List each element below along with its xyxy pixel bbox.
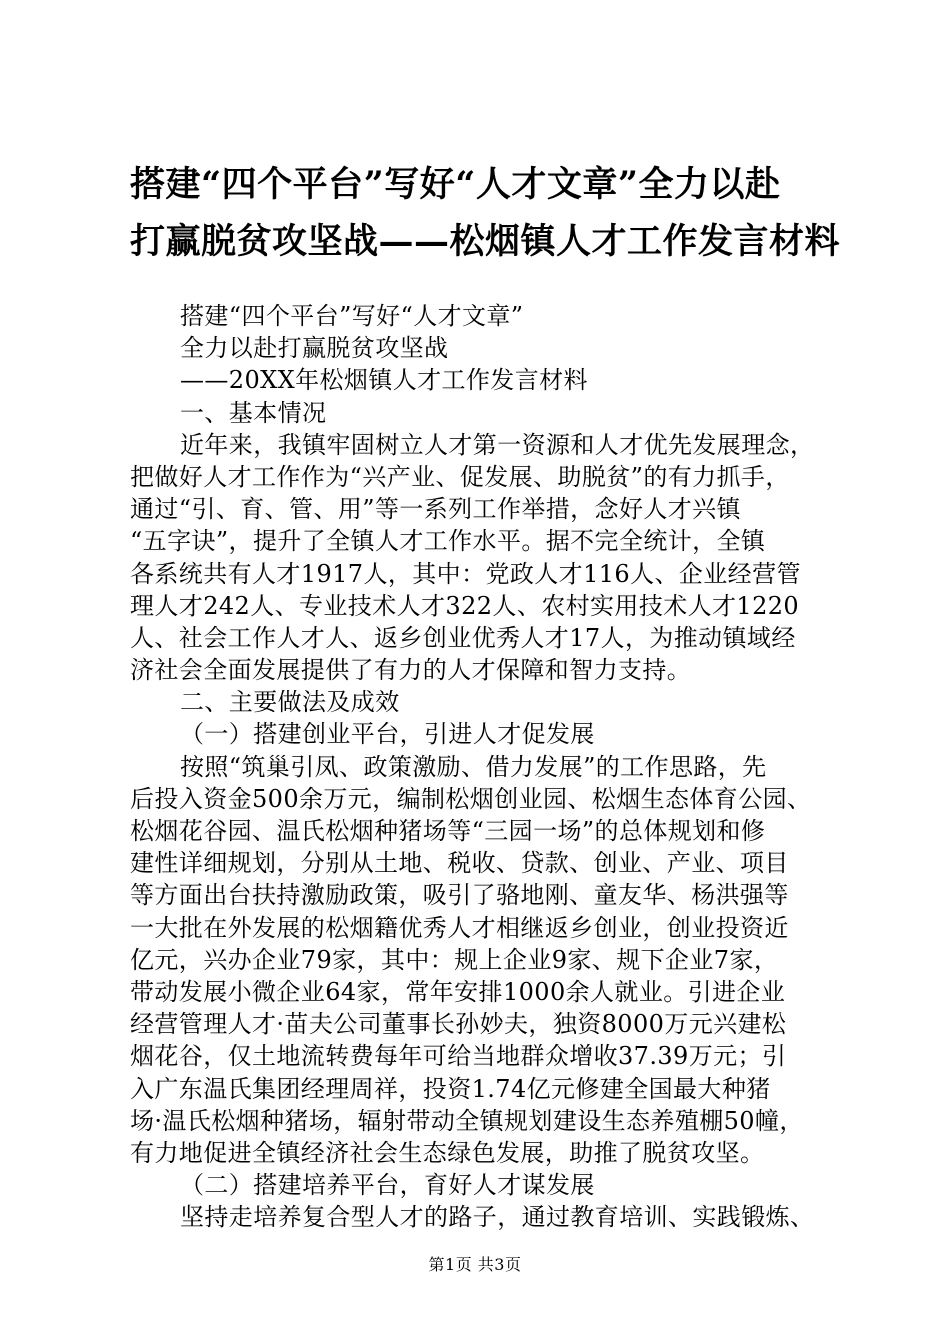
- paragraph-line: 松烟花谷园、温氏松烟种猪场等“三园一场”的总体规划和修: [130, 817, 766, 845]
- paragraph-line: 场·温氏松烟种猪场，辐射带动全镇规划建设生态养殖棚50幢，: [130, 1106, 804, 1135]
- subtitle-line: 搭建“四个平台”写好“人才文章”: [180, 302, 524, 330]
- paragraph-line: 一大批在外发展的松烟籍优秀人才相继返乡创业，创业投资近: [130, 913, 789, 942]
- paragraph-line: 带动发展小微企业64家，常年安排1000余人就业。引进企业: [130, 977, 786, 1006]
- paragraph-line: 各系统共有人才1917人，其中：党政人才116人、企业经营管: [130, 559, 801, 588]
- paragraph-line: 通过“引、育、管、用”等一系列工作举措，念好人才兴镇: [130, 495, 741, 524]
- document-body: [130, 300, 830, 1233]
- subsection-heading: （一）搭建创业平台，引进人才促发展: [180, 720, 595, 749]
- subtitle-line: ——20XX年松烟镇人才工作发言材料: [180, 366, 588, 395]
- paragraph-line: 亿元，兴办企业79家，其中：规上企业9家、规下企业7家，: [130, 945, 779, 974]
- paragraph-line: 经营管理人才·苗夫公司董事长孙妙夫，独资8000万元兴建松: [130, 1010, 787, 1039]
- section-heading: 二、主要做法及成效: [180, 688, 400, 717]
- paragraph-line: 入广东温氏集团经理周祥，投资1.74亿元修建全国最大种猪: [130, 1074, 771, 1103]
- paragraph-line: 人、社会工作人才人、返乡创业优秀人才17人，为推动镇域经: [130, 623, 796, 652]
- paragraph-line: 建性详细规划，分别从土地、税收、贷款、创业、产业、项目: [130, 849, 789, 878]
- paragraph-line: 济社会全面发展提供了有力的人才保障和智力支持。: [130, 656, 692, 685]
- paragraph-line: 有力地促进全镇经济社会生态绿色发展，助推了脱贫攻坚。: [130, 1138, 765, 1167]
- subtitle-line: 全力以赴打赢脱贫攻坚战: [180, 334, 449, 363]
- page-number-footer: 第1页 共3页: [428, 1255, 522, 1274]
- paragraph-line: 后投入资金500余万元，编制松烟创业园、松烟生态体育公园、: [130, 784, 812, 813]
- paragraph-line: 近年来，我镇牢固树立人才第一资源和人才优先发展理念，: [180, 430, 815, 459]
- paragraph-line: 烟花谷，仅土地流转费每年可给当地群众增收37.39万元；引: [130, 1042, 787, 1071]
- paragraph-line: 坚持走培养复合型人才的路子，通过教育培训、实践锻炼、: [180, 1203, 815, 1232]
- paragraph-line: 等方面出台扶持激励政策，吸引了骆地刚、童友华、杨洪强等: [130, 881, 789, 910]
- paragraph-line: 把做好人才工作作为“兴产业、促发展、助脱贫”的有力抓手，: [130, 462, 790, 491]
- paragraph-line: 按照“筑巢引凤、政策激励、借力发展”的工作思路，先: [180, 752, 767, 781]
- subsection-heading: （二）搭建培养平台，育好人才谋发展: [180, 1171, 595, 1200]
- paragraph-line: “五字诀”，提升了全镇人才工作水平。据不完全统计，全镇: [130, 527, 766, 556]
- document-title-line-1: 搭建“四个平台”写好“人才文章”全力以赴: [130, 164, 781, 205]
- document-title-line-2: 打赢脱贫攻坚战——松烟镇人才工作发言材料: [130, 221, 841, 262]
- paragraph-line: 理人才242人、专业技术人才322人、农村实用技术人才1220: [130, 591, 800, 620]
- section-heading: 一、基本情况: [180, 398, 327, 427]
